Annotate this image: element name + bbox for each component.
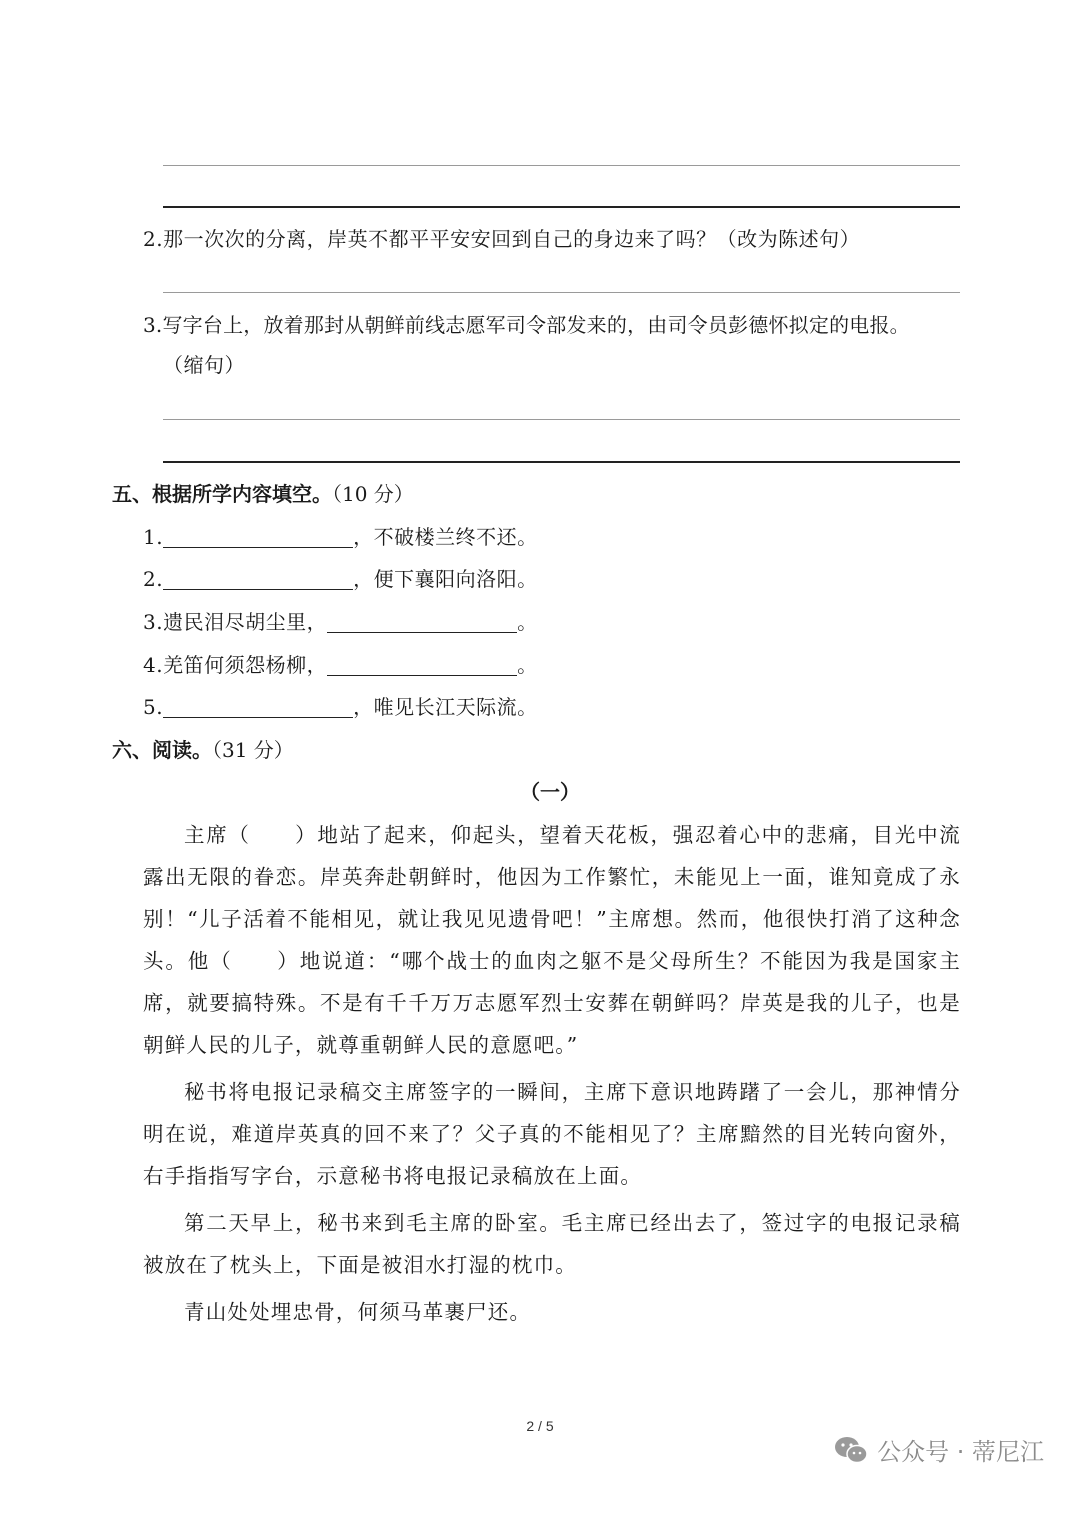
item-text: ，便下襄阳向洛阳。 (353, 567, 538, 591)
section-6-title: 六、阅读。 (112, 738, 212, 762)
item-number: 1. (143, 525, 164, 549)
question-3-line1: 3.写字台上，放着那封从朝鲜前线志愿军司令部发来的，由司令员彭德怀拟定的电报。 (143, 313, 910, 337)
paragraph-4: 青山处处埋忠骨，何须马革裹尸还。 (184, 1300, 532, 1324)
blank-field[interactable] (163, 567, 353, 590)
reading-passage (143, 814, 961, 1338)
wechat-icon (833, 1435, 869, 1465)
blank-field[interactable] (163, 525, 353, 548)
item-text: ，不破楼兰终不还。 (353, 525, 538, 549)
section-6-heading (112, 735, 294, 765)
paragraph-3: 第二天早上，秘书来到毛主席的卧室。毛主席已经出去了，签过字的电报记录稿被放在了枕头上，下面是被泪水打湿的枕巾。 (143, 1211, 961, 1277)
item-number: 2. (143, 567, 164, 591)
fill-item-4 (143, 650, 538, 680)
answer-line (163, 165, 960, 166)
reading-part-title: （一） (520, 780, 580, 804)
paragraph-text: ）地站了起来，仰起头，望着天花板，强忍着心中的悲痛，目光中流露出无限的眷恋。岸英奔赴朝鲜时，他因为工作繁忙，未能见上一面，谁知竟成了永别！“儿子活着不能相见，就让我见见遗骨吧！”主席想。然而，他很快打消了这种念头。他（ (143, 823, 961, 973)
section-5-title: 五、根据所学内容填空。 (112, 482, 332, 506)
paragraph-text: ）地说道：“哪个战士的血肉之躯不是父母所生？不能因为我是国家主席，就要搞特殊。不是有千千万万志愿军烈士安葬在朝鲜吗？岸英是我的儿子，也是朝鲜人民的儿子，就尊重朝鲜人民的意愿吧。” (143, 949, 961, 1057)
answer-line (163, 206, 960, 208)
fill-item-3 (143, 607, 538, 637)
item-number: 4. (143, 653, 164, 677)
fill-item-5 (143, 692, 538, 722)
answer-line (163, 419, 960, 420)
page-number: 2 / 5 (526, 1418, 554, 1434)
paragraph-1 (143, 814, 961, 1066)
section-5-heading (112, 479, 414, 509)
watermark (833, 1432, 1044, 1467)
blank-field[interactable] (163, 695, 353, 718)
item-text: 羌笛何须怨杨柳， (163, 653, 328, 677)
paragraph-2: 秘书将电报记录稿交主席签字的一瞬间，主席下意识地踌躇了一会儿，那神情分明在说，难道岸英真的回不来了？父子真的不能相见了？主席黯然的目光转向窗外，右手指指写字台，示意秘书将电报记录稿放在上面。 (143, 1080, 961, 1188)
fill-item-2 (143, 564, 538, 594)
section-6-points: （31 分） (212, 738, 294, 762)
question-3-line2: （缩句） (163, 353, 245, 377)
item-text: 。 (517, 610, 538, 634)
item-text: 。 (517, 653, 538, 677)
section-5-points: （10 分） (332, 482, 414, 506)
item-number: 3. (143, 610, 164, 634)
watermark-text: 公众号 · 蒂尼江 (877, 1438, 1044, 1466)
item-number: 5. (143, 695, 164, 719)
paragraph-text: 主席（ (184, 823, 251, 847)
question-2: 2.那一次次的分离，岸英不都平平安安回到自己的身边来了吗？（改为陈述句） (143, 227, 861, 251)
blank-field[interactable] (327, 653, 517, 676)
blank-field[interactable] (327, 610, 517, 633)
item-text: ，唯见长江天际流。 (353, 695, 538, 719)
fill-item-1 (143, 522, 538, 552)
item-text: 遗民泪尽胡尘里， (163, 610, 328, 634)
answer-line (163, 292, 960, 293)
answer-line (163, 461, 960, 463)
